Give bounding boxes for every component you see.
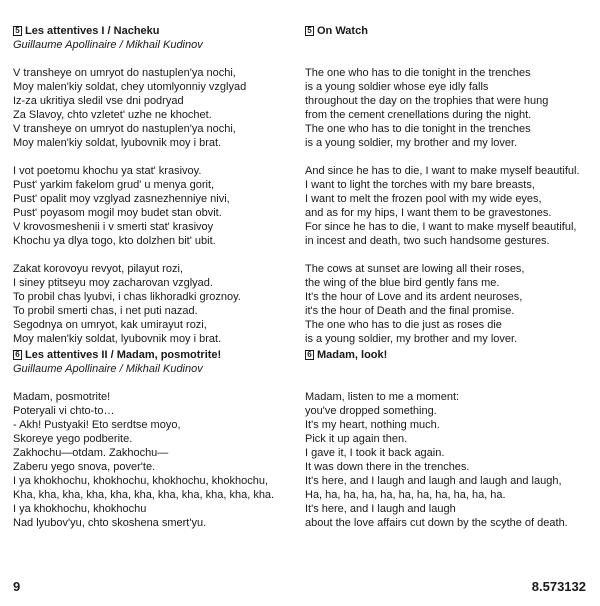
verse-line: you've dropped something.: [305, 405, 437, 417]
verse-line: I want to melt the frozen pool with my wide eyes,: [305, 193, 542, 205]
stanza: [13, 164, 285, 248]
verse-line: Moy malen'kiy soldat, lyubovnik moy i brat.: [13, 333, 222, 345]
author-credit: Guillaume Apollinaire / Mikhail Kudinov: [13, 39, 203, 51]
track-number-box: 6: [305, 350, 314, 360]
verse-line: Moy malen'kiy soldat, chey utomlyonniy vzglyad: [13, 81, 247, 93]
verse-line: V transheye on umryot do nastuplen'ya nochi,: [13, 67, 236, 79]
verse-line: is a young soldier whose eye idly falls: [305, 81, 489, 93]
verse-line: I want to light the torches with my bare breasts,: [305, 179, 535, 191]
verse-line: To probil chas lyubvi, i chas likhoradki groznoy.: [13, 291, 241, 303]
stanza: [305, 66, 577, 150]
left-section-6: [13, 348, 285, 530]
verse-line: I ya khokhochu, khokhochu, khokhochu, khokhochu,: [13, 475, 269, 487]
verse-line: it's the hour of Death and the final promise.: [305, 305, 515, 317]
verse-line: I gave it, I took it back again.: [305, 447, 445, 459]
stanza: [305, 262, 577, 346]
verse-line: Khochu ya dlya togo, kto dolzhen bit' ubit.: [13, 235, 216, 247]
stanza: [305, 164, 580, 248]
verse-line: It's my heart, nothing much.: [305, 419, 440, 431]
verse-line: Skoreye yego podberite.: [13, 433, 133, 445]
stanzas: [13, 390, 285, 530]
left-section-5: [13, 24, 285, 346]
track-heading: [13, 348, 285, 362]
track-title: Les attentives I / Nacheku: [25, 25, 160, 37]
verse-line: Pust' poyasom mogil moy budet stan obvit.: [13, 207, 222, 219]
verse-line: about the love affairs cut down by the scythe of death.: [305, 517, 568, 529]
verse-line: I vot poetomu khochu ya stat' krasivoy.: [13, 165, 202, 177]
verse-line: Nad lyubov'yu, chto skoshena smert'yu.: [13, 517, 207, 529]
track-title: Les attentives II / Madam, posmotrite!: [25, 349, 222, 361]
track-title: On Watch: [317, 25, 368, 37]
verse-line: I ya khokhochu, khokhochu: [13, 503, 147, 515]
stanza: [13, 262, 285, 346]
verse-line: Zaberu yego snova, pover'te.: [13, 461, 156, 473]
verse-line: V krovosmeshenii i v smerti stat' krasivoy: [13, 221, 214, 233]
verse-line: Iz-za ukritiya sledil vse dni podryad: [13, 95, 184, 107]
verse-line: Zakhochu—otdam. Zakhochu—: [13, 447, 169, 459]
verse-line: is a young soldier, my brother and my lover.: [305, 137, 518, 149]
right-section-6: [305, 348, 577, 530]
verse-line: Pust' yarkim fakelom grud' u menya gorit,: [13, 179, 215, 191]
stanza: [305, 390, 577, 530]
track-number-box: 5: [305, 26, 314, 36]
verse-line: - Akh! Pustyaki! Eto serdtse moyo,: [13, 419, 181, 431]
track-heading: [305, 24, 577, 38]
verse-line: It's here, and I laugh and laugh: [305, 503, 456, 515]
page-number: 9: [13, 579, 21, 594]
verse-line: It's the hour of Love and its ardent neuroses,: [305, 291, 523, 303]
verse-line: Za Slavoy, chto vzletet' uzhe ne khochet.: [13, 109, 212, 121]
stanzas: [13, 66, 285, 346]
right-section-5: [305, 24, 580, 346]
verse-line: To probil smerti chas, i net puti nazad.: [13, 305, 198, 317]
verse-line: is a young soldier, my brother and my lover.: [305, 333, 518, 345]
stanzas: [305, 66, 580, 346]
verse-line: Pust' opalit moy vzglyad zasnezhenniye nivi,: [13, 193, 230, 205]
stanza: [13, 390, 285, 530]
verse-line: The one who has to die tonight in the trenches: [305, 123, 531, 135]
verse-line: And since he has to die, I want to make myself beautiful.: [305, 165, 580, 177]
verse-line: For since he has to die, I want to make myself beautiful,: [305, 221, 577, 233]
verse-line: Ha, ha, ha, ha, ha, ha, ha, ha, ha, ha, ha.: [305, 489, 506, 501]
track-heading: [13, 24, 285, 38]
verse-line: It's here, and I laugh and laugh and laugh and laugh,: [305, 475, 562, 487]
stanza: [13, 66, 285, 150]
verse-line: V transheye on umryot do nastuplen'ya nochi,: [13, 123, 236, 135]
verse-line: The one who has to die tonight in the trenches: [305, 67, 531, 79]
stanzas: [305, 390, 577, 530]
verse-line: from the cement crenellations during the night.: [305, 109, 532, 121]
track-title: Madam, look!: [317, 349, 388, 361]
track-number-box: 6: [13, 350, 22, 360]
catalog-number: 8.573132: [531, 579, 586, 594]
verse-line: Pick it up again then.: [305, 433, 408, 445]
author-credit: Guillaume Apollinaire / Mikhail Kudinov: [13, 363, 203, 375]
verse-line: throughout the day on the trophies that were hung: [305, 95, 549, 107]
verse-line: I siney ptitseyu moy zacharovan vzglyad.: [13, 277, 213, 289]
verse-line: in incest and death, two such handsome gestures.: [305, 235, 550, 247]
verse-line: Segodnya on umryot, kak umirayut rozi,: [13, 319, 207, 331]
verse-line: The cows at sunset are lowing all their roses,: [305, 263, 525, 275]
track-number-box: 5: [13, 26, 22, 36]
verse-line: and as for my hips, I want them to be gravestones.: [305, 207, 552, 219]
verse-line: Poteryali vi chto-to…: [13, 405, 115, 417]
verse-line: the wing of the blue bird gently fans me.: [305, 277, 500, 289]
verse-line: Madam, posmotrite!: [13, 391, 111, 403]
track-heading: [305, 348, 577, 362]
verse-line: The one who has to die just as roses die: [305, 319, 502, 331]
verse-line: Madam, listen to me a moment:: [305, 391, 460, 403]
verse-line: Moy malen'kiy soldat, lyubovnik moy i brat.: [13, 137, 222, 149]
verse-line: It was down there in the trenches.: [305, 461, 470, 473]
verse-line: Zakat korovoyu revyot, pilayut rozi,: [13, 263, 183, 275]
verse-line: Kha, kha, kha, kha, kha, kha, kha, kha, kha, kha, kha.: [13, 489, 275, 501]
